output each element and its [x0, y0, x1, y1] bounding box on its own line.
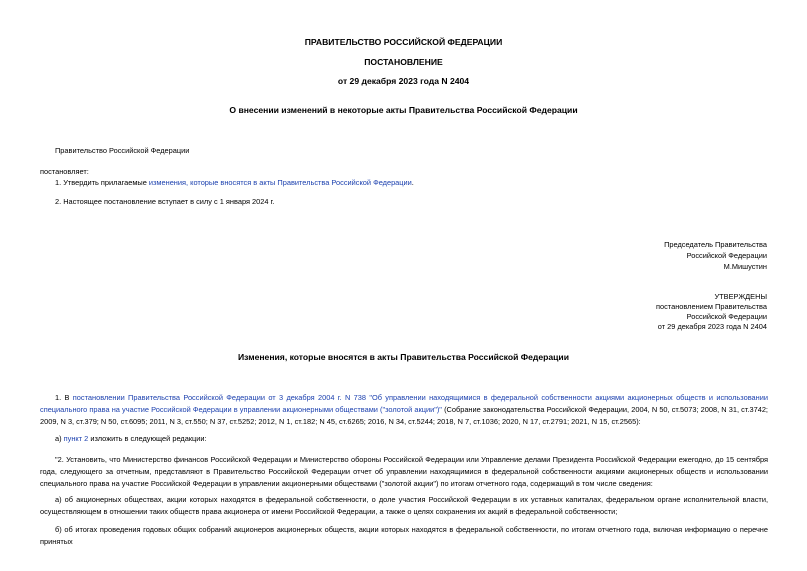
gov-line: Правительство Российской Федерации: [55, 146, 190, 155]
clause-2-link[interactable]: пункт 2: [63, 434, 89, 443]
p1-prefix: 1. В: [55, 393, 73, 402]
approval-line-4: от 29 декабря 2023 года N 2404: [657, 322, 767, 331]
item-1-suffix: .: [411, 178, 414, 187]
doc-subject: О внесении изменений в некоторые акты Правительства Российской Федерации: [229, 105, 578, 115]
approval-line-1: УТВЕРЖДЕНЫ: [714, 292, 767, 301]
approval-line-3: Российской Федерации: [686, 312, 767, 321]
subitem-b: б) об итогах проведения годовых общих собраний акционеров акционерных обществ, акции которых находятся в федеральной собственности, по итогам отчетного года, включая информацию о перечне принятых: [40, 525, 768, 546]
doc-date: от 29 декабря 2023 года N 2404: [337, 76, 470, 86]
item-1-prefix: 1. Утвердить прилагаемые: [55, 178, 149, 187]
changes-title: Изменения, которые вносятся в акты Правительства Российской Федерации: [237, 352, 569, 362]
subitem-a: а) об акционерных обществах, акции которых находятся в федеральной собственности, о доле участия Российской Федерации в их уставных капиталах, федеральном органе исполнительной власти, осуществляющем в отношении таких обществ права акционера от имени Российской Федерации, а также о целях сохранения их акций в федеральной собственности;: [40, 495, 768, 516]
approval-line-2: постановлением Правительства: [656, 302, 767, 311]
signature-title: Председатель Правительства: [664, 240, 767, 249]
pa-prefix: а): [55, 434, 64, 443]
resolution-738-link[interactable]: постановлении Правительства Российской Федерации от 3 декабря 2004 г. N 738 "Об управлении находящимися в федеральной собственности акциями акционерных обществ и использовании специального права на участие Российской Федерации в управлении акционерными обществами ("золотой акции")": [40, 393, 768, 414]
changes-paragraph-1: [40, 392, 768, 428]
item-2: 2. Настоящее постановление вступает в силу с 1 января 2024 г.: [55, 197, 275, 206]
decides-line: постановляет:: [40, 167, 89, 176]
changes-link[interactable]: изменения, которые вносятся в акты Правительства Российской Федерации: [148, 178, 412, 187]
signature-name: М.Мишустин: [723, 262, 767, 271]
changes-paragraph-a: [40, 433, 768, 445]
item-1: [55, 178, 414, 187]
doc-type: ПОСТАНОВЛЕНИЕ: [364, 57, 443, 67]
signature-country: Российской Федерации: [686, 251, 767, 260]
quote-paragraph: "2. Установить, что Министерство финансов Российской Федерации и Министерство обороны Российской Федерации или Управление делами Президента Российской Федерации ежегодно, до 15 сентября года, следующего за отчетным, представляют в Правительство Российской Федерации отчет об управлении находящимися в федеральной собственности акциями акционерных обществ и использовании специального права на участие Российской Федерации в управлении акционерными обществами ("золотой акции") по итогам отчетного года, содержащий в том числе сведения:: [40, 455, 768, 488]
pa-suffix: изложить в следующей редакции:: [88, 434, 207, 443]
p1-suffix: (Собрание законодательства Российской Федерации, 2004, N 50, ст.5073; 2008, N 31, ст.3742; 2009, N 3, ст.379; N 50, ст.6095; 2011, N 3, ст.550; N 37, ст.5252; 2012, N 1, ст.182; N 45, ст.6265; 2016, N 34, ст.5244; 2018, N 7, ст.1036; 2020, N 17, ст.2791; 2021, N 15, ст.2565):: [40, 405, 768, 426]
header-org: ПРАВИТЕЛЬСТВО РОССИЙСКОЙ ФЕДЕРАЦИИ: [304, 37, 503, 47]
